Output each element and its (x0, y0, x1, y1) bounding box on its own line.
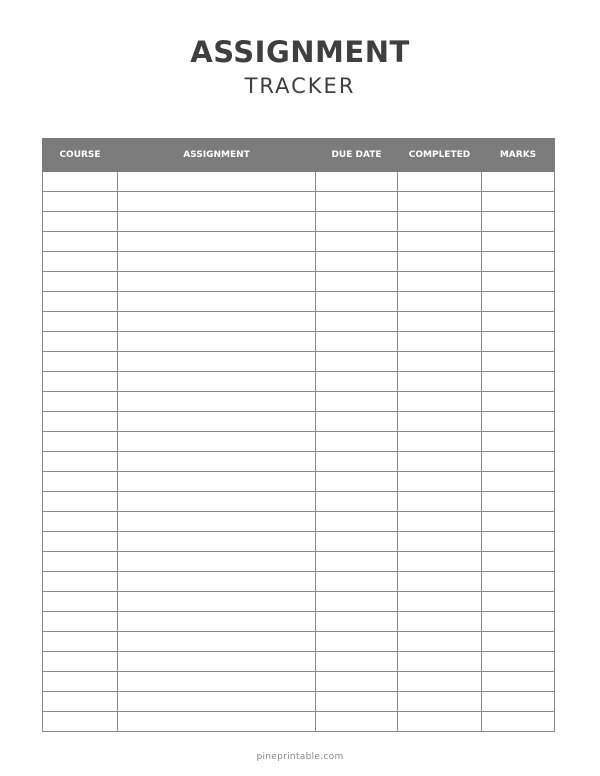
table-cell-marks (482, 472, 555, 492)
table-row (43, 512, 555, 532)
table-cell-completed (398, 412, 482, 432)
table-cell-assignment (118, 172, 316, 192)
table-row (43, 192, 555, 212)
table-cell-due-date (316, 412, 398, 432)
table-cell-marks (482, 252, 555, 272)
table-cell-completed (398, 292, 482, 312)
table-cell-completed (398, 572, 482, 592)
table-cell-course (43, 572, 118, 592)
table-row (43, 712, 555, 732)
table-cell-completed (398, 352, 482, 372)
table-row (43, 312, 555, 332)
table-cell-marks (482, 492, 555, 512)
table-cell-due-date (316, 192, 398, 212)
table-cell-due-date (316, 472, 398, 492)
table-cell-due-date (316, 552, 398, 572)
table-cell-completed (398, 432, 482, 452)
table-cell-assignment (118, 472, 316, 492)
table-cell-assignment (118, 212, 316, 232)
table-cell-assignment (118, 372, 316, 392)
table-cell-marks (482, 232, 555, 252)
table-row (43, 572, 555, 592)
table-cell-assignment (118, 332, 316, 352)
table-cell-completed (398, 712, 482, 732)
table-cell-assignment (118, 592, 316, 612)
table-cell-due-date (316, 332, 398, 352)
table-cell-completed (398, 512, 482, 532)
table-cell-course (43, 352, 118, 372)
table-cell-due-date (316, 612, 398, 632)
table-cell-due-date (316, 172, 398, 192)
table-cell-marks (482, 332, 555, 352)
table-cell-assignment (118, 412, 316, 432)
table-cell-marks (482, 592, 555, 612)
footer-website: pineprintable.com (256, 752, 344, 762)
table-row (43, 612, 555, 632)
table-cell-due-date (316, 232, 398, 252)
table-body (43, 172, 555, 732)
table-cell-due-date (316, 292, 398, 312)
table-cell-course (43, 452, 118, 472)
table-row (43, 632, 555, 652)
table-cell-completed (398, 392, 482, 412)
table-cell-completed (398, 192, 482, 212)
table-cell-marks (482, 712, 555, 732)
table-cell-assignment (118, 572, 316, 592)
table-cell-marks (482, 412, 555, 432)
page-title: ASSIGNMENT (190, 35, 410, 69)
table-cell-due-date (316, 392, 398, 412)
table-row (43, 172, 555, 192)
table-row (43, 672, 555, 692)
table-cell-assignment (118, 292, 316, 312)
assignment-table (42, 138, 555, 732)
table-cell-course (43, 232, 118, 252)
table-cell-marks (482, 612, 555, 632)
table-cell-completed (398, 452, 482, 472)
table-cell-assignment (118, 232, 316, 252)
table-cell-course (43, 512, 118, 532)
table-cell-due-date (316, 452, 398, 472)
table-cell-marks (482, 312, 555, 332)
table-cell-completed (398, 372, 482, 392)
table-cell-completed (398, 692, 482, 712)
table-cell-due-date (316, 352, 398, 372)
table-cell-marks (482, 352, 555, 372)
table-cell-due-date (316, 512, 398, 532)
column-header-assignment: ASSIGNMENT (118, 139, 316, 172)
table-cell-assignment (118, 632, 316, 652)
table-cell-marks (482, 632, 555, 652)
table-cell-course (43, 492, 118, 512)
table-cell-completed (398, 592, 482, 612)
table-cell-due-date (316, 432, 398, 452)
table-cell-course (43, 172, 118, 192)
table-cell-course (43, 612, 118, 632)
table-row (43, 432, 555, 452)
table-cell-assignment (118, 432, 316, 452)
table-cell-due-date (316, 312, 398, 332)
table-cell-course (43, 292, 118, 312)
table-row (43, 232, 555, 252)
table-cell-marks (482, 212, 555, 232)
table-cell-course (43, 432, 118, 452)
column-header-completed: COMPLETED (398, 139, 482, 172)
table-row (43, 552, 555, 572)
table-cell-assignment (118, 672, 316, 692)
table-cell-assignment (118, 192, 316, 212)
table-cell-assignment (118, 612, 316, 632)
table-cell-marks (482, 652, 555, 672)
table-cell-course (43, 472, 118, 492)
table-row (43, 412, 555, 432)
table-cell-marks (482, 532, 555, 552)
column-header-due-date: DUE DATE (316, 139, 398, 172)
table-cell-course (43, 392, 118, 412)
table-cell-course (43, 412, 118, 432)
page-subtitle: TRACKER (244, 74, 356, 98)
table-cell-assignment (118, 532, 316, 552)
table-cell-course (43, 532, 118, 552)
table-cell-marks (482, 572, 555, 592)
table-cell-assignment (118, 252, 316, 272)
table-cell-due-date (316, 492, 398, 512)
table-cell-completed (398, 612, 482, 632)
table-cell-marks (482, 692, 555, 712)
table-cell-assignment (118, 712, 316, 732)
table-row (43, 652, 555, 672)
table-cell-course (43, 712, 118, 732)
table-cell-assignment (118, 492, 316, 512)
table-cell-marks (482, 452, 555, 472)
table-cell-due-date (316, 572, 398, 592)
table-row (43, 332, 555, 352)
table-cell-course (43, 692, 118, 712)
table-row (43, 452, 555, 472)
table-cell-course (43, 552, 118, 572)
table-cell-completed (398, 312, 482, 332)
table-row (43, 272, 555, 292)
table-cell-assignment (118, 392, 316, 412)
table-cell-marks (482, 272, 555, 292)
table-cell-course (43, 272, 118, 292)
table-cell-marks (482, 172, 555, 192)
table-cell-course (43, 312, 118, 332)
table-cell-marks (482, 192, 555, 212)
table-row (43, 392, 555, 412)
table-cell-due-date (316, 632, 398, 652)
table-cell-course (43, 192, 118, 212)
table-cell-due-date (316, 592, 398, 612)
table-cell-marks (482, 392, 555, 412)
table-cell-assignment (118, 452, 316, 472)
table-cell-due-date (316, 272, 398, 292)
table-row (43, 492, 555, 512)
table-row (43, 692, 555, 712)
table-cell-completed (398, 492, 482, 512)
table-cell-marks (482, 432, 555, 452)
table-cell-completed (398, 332, 482, 352)
table-cell-course (43, 672, 118, 692)
table-cell-marks (482, 672, 555, 692)
table-cell-completed (398, 652, 482, 672)
table-cell-marks (482, 512, 555, 532)
table-cell-course (43, 372, 118, 392)
table-cell-assignment (118, 652, 316, 672)
table-cell-course (43, 632, 118, 652)
table-cell-completed (398, 172, 482, 192)
table-cell-completed (398, 632, 482, 652)
table-cell-completed (398, 472, 482, 492)
table-row (43, 472, 555, 492)
table-cell-assignment (118, 352, 316, 372)
table-cell-completed (398, 672, 482, 692)
table-cell-due-date (316, 692, 398, 712)
table-row (43, 352, 555, 372)
table-cell-due-date (316, 212, 398, 232)
table-cell-course (43, 252, 118, 272)
table-cell-due-date (316, 652, 398, 672)
table-cell-marks (482, 292, 555, 312)
table-cell-assignment (118, 272, 316, 292)
table-row (43, 252, 555, 272)
table-cell-assignment (118, 312, 316, 332)
table-cell-assignment (118, 692, 316, 712)
table-cell-assignment (118, 552, 316, 572)
table-row (43, 532, 555, 552)
table-cell-completed (398, 272, 482, 292)
table-cell-marks (482, 372, 555, 392)
table-cell-course (43, 652, 118, 672)
table-cell-completed (398, 532, 482, 552)
table-cell-due-date (316, 712, 398, 732)
table-cell-completed (398, 232, 482, 252)
table-cell-assignment (118, 512, 316, 532)
table-row (43, 592, 555, 612)
table-row (43, 292, 555, 312)
column-header-marks: MARKS (482, 139, 555, 172)
column-header-course: COURSE (43, 139, 118, 172)
table-cell-due-date (316, 532, 398, 552)
table-cell-completed (398, 212, 482, 232)
table-cell-course (43, 332, 118, 352)
table-cell-course (43, 592, 118, 612)
table-cell-completed (398, 552, 482, 572)
table-row (43, 212, 555, 232)
table-cell-due-date (316, 372, 398, 392)
table-cell-course (43, 212, 118, 232)
table-cell-completed (398, 252, 482, 272)
table-header-row (43, 139, 555, 172)
table-row (43, 372, 555, 392)
table-cell-marks (482, 552, 555, 572)
table-cell-due-date (316, 252, 398, 272)
table-cell-due-date (316, 672, 398, 692)
